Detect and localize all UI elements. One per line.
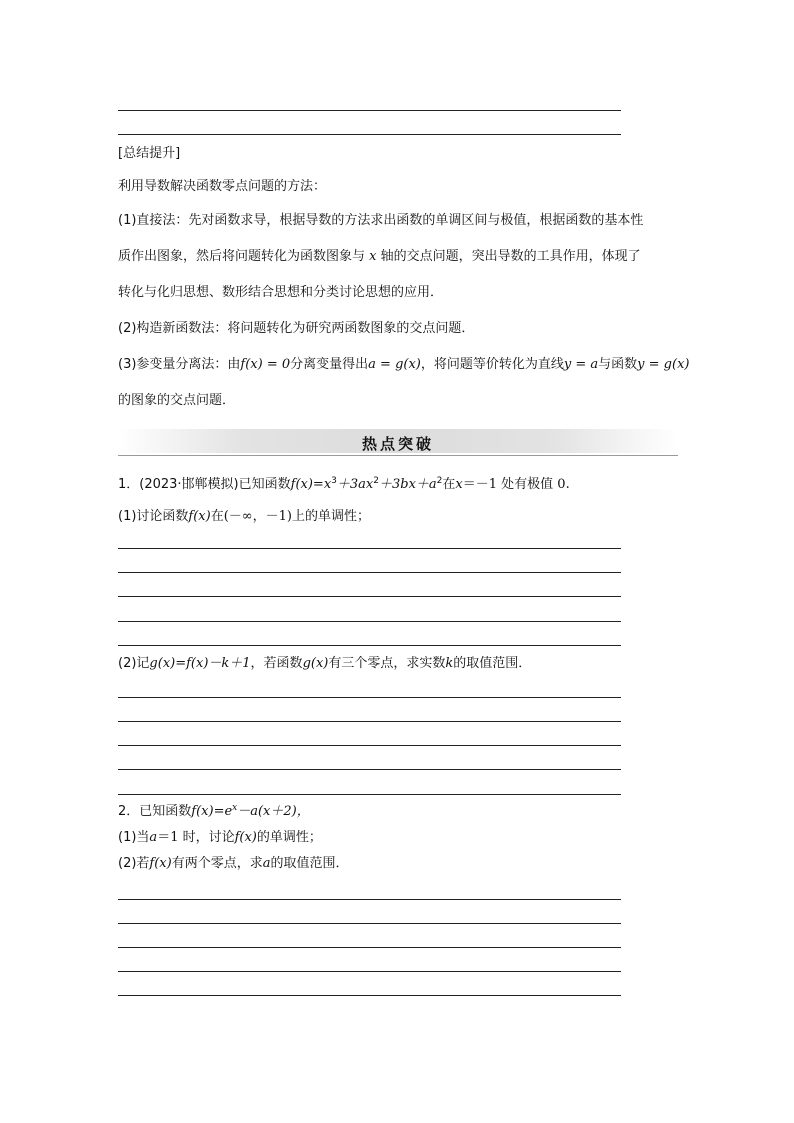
section-title: 热点突破 — [361, 435, 434, 453]
answer-line — [118, 548, 621, 549]
problem-2-part-1: (1)当a＝1 时，讨论f(x)的单调性； — [118, 830, 322, 845]
answer-line — [118, 923, 621, 924]
summary-item-3-line-2: 的图象的交点问题． — [118, 393, 236, 408]
answer-line — [118, 621, 621, 622]
answer-line — [118, 697, 621, 698]
answer-line — [118, 899, 621, 900]
problem-1-part-1: (1)讨论函数f(x)在(－∞，－1)上的单调性； — [118, 509, 370, 524]
answer-line — [118, 995, 621, 996]
answer-line — [118, 745, 621, 746]
section-banner — [118, 425, 678, 456]
answer-line — [118, 947, 621, 948]
problem-1-statement: 1．(2023·邯郸模拟)已知函数$f(x)=x^3+3ax^2+3bx+a^2$在x＝－1 处有极值 0. — [118, 476, 570, 492]
answer-line — [118, 645, 621, 646]
answer-line — [118, 794, 621, 795]
answer-line — [118, 971, 621, 972]
summary-item-1-line-1: (1)直接法：先对函数求导，根据导数的方法求出函数的单调区间与极值，根据函数的基本性 — [118, 213, 644, 228]
answer-line — [118, 134, 621, 135]
summary-item-2: (2)构造新函数法：将问题转化为研究两函数图象的交点问题． — [118, 321, 475, 336]
summary-item-1-line-2: 质作出图象，然后将问题转化为函数图象与 x 轴的交点问题，突出导数的工具作用，体现了 — [118, 249, 641, 264]
problem-2-statement: 2．已知函数$f(x)=e^x-a(x+2)$， — [118, 803, 310, 819]
summary-item-3-line-1: (3)参变量分离法：由f(x) = 0分离变量得出a = g(x)，将问题等价转化为直线y = a与函数y = g(x) — [118, 357, 690, 372]
answer-line — [118, 769, 621, 770]
answer-line — [118, 596, 621, 597]
problem-2-part-2: (2)若f(x)有两个零点，求a的取值范围． — [118, 856, 349, 871]
summary-item-1-line-3: 转化与化归思想、数形结合思想和分类讨论思想的应用． — [118, 285, 444, 300]
answer-line — [118, 110, 621, 111]
summary-heading: [总结提升] — [118, 146, 181, 161]
summary-intro: 利用导数解决函数零点问题的方法： — [118, 179, 327, 194]
answer-line — [118, 721, 621, 722]
answer-line — [118, 572, 621, 573]
problem-1-part-2: (2)记g(x)=f(x)－k＋1，若函数g(x)有三个零点，求实数k的取值范围． — [118, 656, 532, 671]
